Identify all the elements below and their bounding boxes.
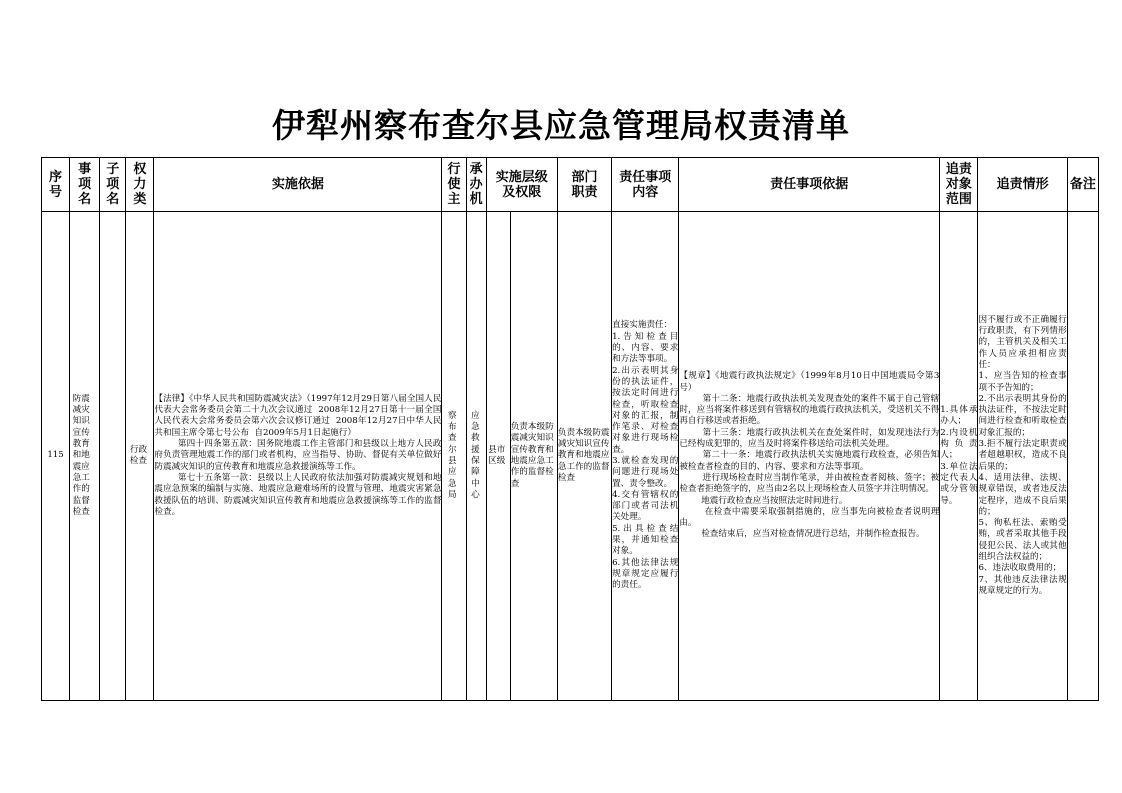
header-item-name: 事 项 名 (70, 158, 100, 212)
responsibility-table (41, 157, 1099, 701)
cell-basis: 【法律】《中华人民共和国防震减灾法》（1997年12月29日第八届全国人民代表大会常务委员会第二十九次会议通过 2008年12月27日第十一届全国人民代表大会常务委员会第六次会议修订通过 2008年12月27日中华人民共和国主席令第七号公布 自2009年5月1日起施行） 第四十四条第五款：国务院地震工作主管部门和县级以上地方人民政府负责管理地震工作的部门或者机构，应当指导、协助、督促有关单位做好防震减灾知识的宣传教育和地震应急救援演练等工作。 第七十五条第一款：县级以上人民政府依法加强对防震减灾规划和地震应急预案的编制与实施、地震应急避难场所的设置与管理、地震灾害紧急救援队伍的培训、防震减灾知识宣传教育和地震应急救援演练等工作的监督检查。 (154, 212, 442, 701)
header-power-type: 权 力 类 (126, 158, 154, 212)
page-title: 伊犁州察布查尔县应急管理局权责清单 (272, 106, 850, 145)
header-sub-item: 子 项 名 (100, 158, 126, 212)
header-undertaking-body: 承 办 机 (466, 158, 486, 212)
header-accountability-scope: 追责 对象 范围 (940, 158, 978, 212)
table-header-row (42, 158, 1099, 212)
cell-remark (1067, 212, 1098, 701)
cell-power-type: 行政检查 (126, 212, 154, 701)
cell-accountability-scope: 1.具体承办人； 2.内设机构负责人； 3.单位法定代表人或分管领导。 (940, 212, 978, 701)
cell-undertaking-body: 应急救援保障中心 (466, 212, 486, 701)
header-basis: 实施依据 (154, 158, 442, 212)
cell-item-name: 防震减灾知识宣传教育和地震应急工作的监督检查 (70, 212, 100, 701)
cell-accountability-case: 因不履行或不正确履行行政职责，有下列情形的，主管机关及相关工作人员应承担相应责任： 1、应当告知的检查事项不予告知的； 2.不出示表明其身份的执法证件，不按法定时间进行检查和听取检查对象汇报的； 3.拒不履行法定职责或者超越职权，造成不良后果的； 4、适用法律、法规、规章错误，或者违反法定程序，造成不良后果的； 5、徇私枉法、索贿受贿，或者采取其他手段侵犯公民、法人或其他组织合法权益的； 6、违法收取费用的； 7、其他违反法律法规规章规定的行为。 (978, 212, 1067, 701)
cell-level: 县市区级 (486, 212, 510, 701)
cell-exercising-body: 察布查尔县应急局 (442, 212, 466, 701)
header-level-authority: 实施层级 及权限 (486, 158, 557, 212)
header-accountability-case: 追责情形 (978, 158, 1067, 212)
header-resp-content: 责任事项 内容 (612, 158, 679, 212)
cell-resp-basis: 【规章】《地震行政执法规定》（1999年8月10日中国地震局令第3号） 第十二条：地震行政执法机关发现查处的案件不属于自己管辖时，应当将案件移送到有管辖权的地震行政执法机关，受送机关不得再自行移送或者拒绝。 第十三条：地震行政执法机关在查处案件时，如发现违法行为已经构成犯罪的，应当及时将案件移送给司法机关处理。 第二十一条：地震行政执法机关实施地震行政检查，必须告知被检查者检查的目的、内容、要求和方法等事项。 进行现场检查时应当制作笔录，并由被检查者阅核、签字；被检查者拒绝签字的，应当由2名以上现场检查人员签字并注明情况。 地震行政检查应当按照法定时间进行。 在检查中需要采取强制措施的，应当事先向被检查者说明理由。 检查结束后，应当对检查情况进行总结，并制作检查报告。 (679, 212, 940, 701)
cell-seq: 115 (42, 212, 70, 701)
cell-dept-duty: 负责本级防震减灾知识宣传教育和地震应急工作的监督检查 (557, 212, 611, 701)
header-remark: 备注 (1067, 158, 1098, 212)
cell-authority: 负责本级防震减灾知识宣传教育和地震应急工作的监督检查 (510, 212, 557, 701)
header-resp-basis: 责任事项依据 (679, 158, 940, 212)
header-dept-duty: 部门 职责 (557, 158, 611, 212)
header-exercising-body: 行 使 主 (442, 158, 466, 212)
cell-sub-item (100, 212, 126, 701)
table-row (42, 212, 1099, 701)
header-seq: 序 号 (42, 158, 70, 212)
cell-resp-content: 直接实施责任： 1.告知检查目的、内容、要求和方法等事项。 2.出示表明其身份的执法证件，按法定时间进行检查，听取检查对象的汇报，制作笔录、对检查对象进行现场检查。 3.就检查发现的问题进行现场处置、责令整改。 4.交有管辖权的部门或者司法机关处理。 5.出具检查结果，并通知检查对象。 6.其他法律法规规章规定应履行的责任。 (612, 212, 679, 701)
